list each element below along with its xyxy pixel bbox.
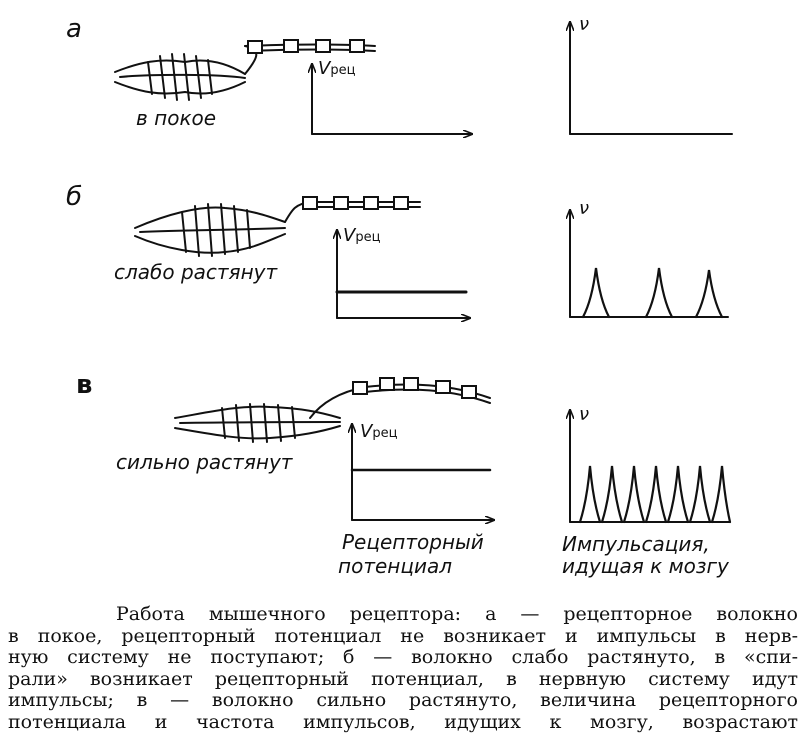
receptor-potential-label-line2: потенциал — [338, 554, 452, 578]
panel-letter-a: а — [66, 14, 82, 44]
state-label-c: сильно растянут — [116, 450, 293, 474]
potential-axis-label-a: Vрец — [318, 58, 356, 79]
caption-line: в покое, рецепторный потенциал не возникает и импульсы в нерв- — [8, 624, 798, 647]
frequency-axis-label-c: ν — [579, 404, 590, 425]
frequency-plot-b — [570, 210, 728, 317]
potential-axis-label-c: Vрец — [360, 421, 398, 442]
caption-line: ную систему не поступают; б — волокно слабо растянуто, в «спи- — [8, 646, 798, 668]
caption-line: рали» возникает рецепторный потенциал, в нервную систему идут — [8, 667, 798, 690]
frequency-axis-label-a: ν — [579, 14, 590, 35]
caption-line: Работа мышечного рецептора: а — рецепторное волокно — [116, 603, 798, 625]
impulse-label-line2: идущая к мозгу — [562, 554, 729, 578]
impulse-spikes-c — [580, 466, 730, 522]
frequency-axis-label-b: ν — [579, 198, 590, 219]
frequency-plot-c — [570, 410, 730, 522]
caption-line: импульсы; в — волокно сильно растянуто, величина рецепторного — [8, 689, 798, 711]
state-label-b: слабо растянут — [114, 260, 278, 284]
panel-letter-b: б — [66, 182, 83, 212]
state-label-a: в покое — [136, 106, 217, 130]
impulse-spikes-b — [583, 268, 722, 317]
figure-caption — [8, 604, 798, 733]
caption-line: потенциала и частота импульсов, идущих к мозгу, возрастают — [8, 710, 798, 733]
receptor-potential-label-line1: Рецепторный — [342, 530, 484, 554]
panel-letter-c: в — [76, 370, 93, 400]
frequency-plot-a — [570, 22, 732, 134]
impulse-label-line1: Импульсация, — [562, 532, 710, 556]
potential-axis-label-b: Vрец — [343, 225, 381, 246]
